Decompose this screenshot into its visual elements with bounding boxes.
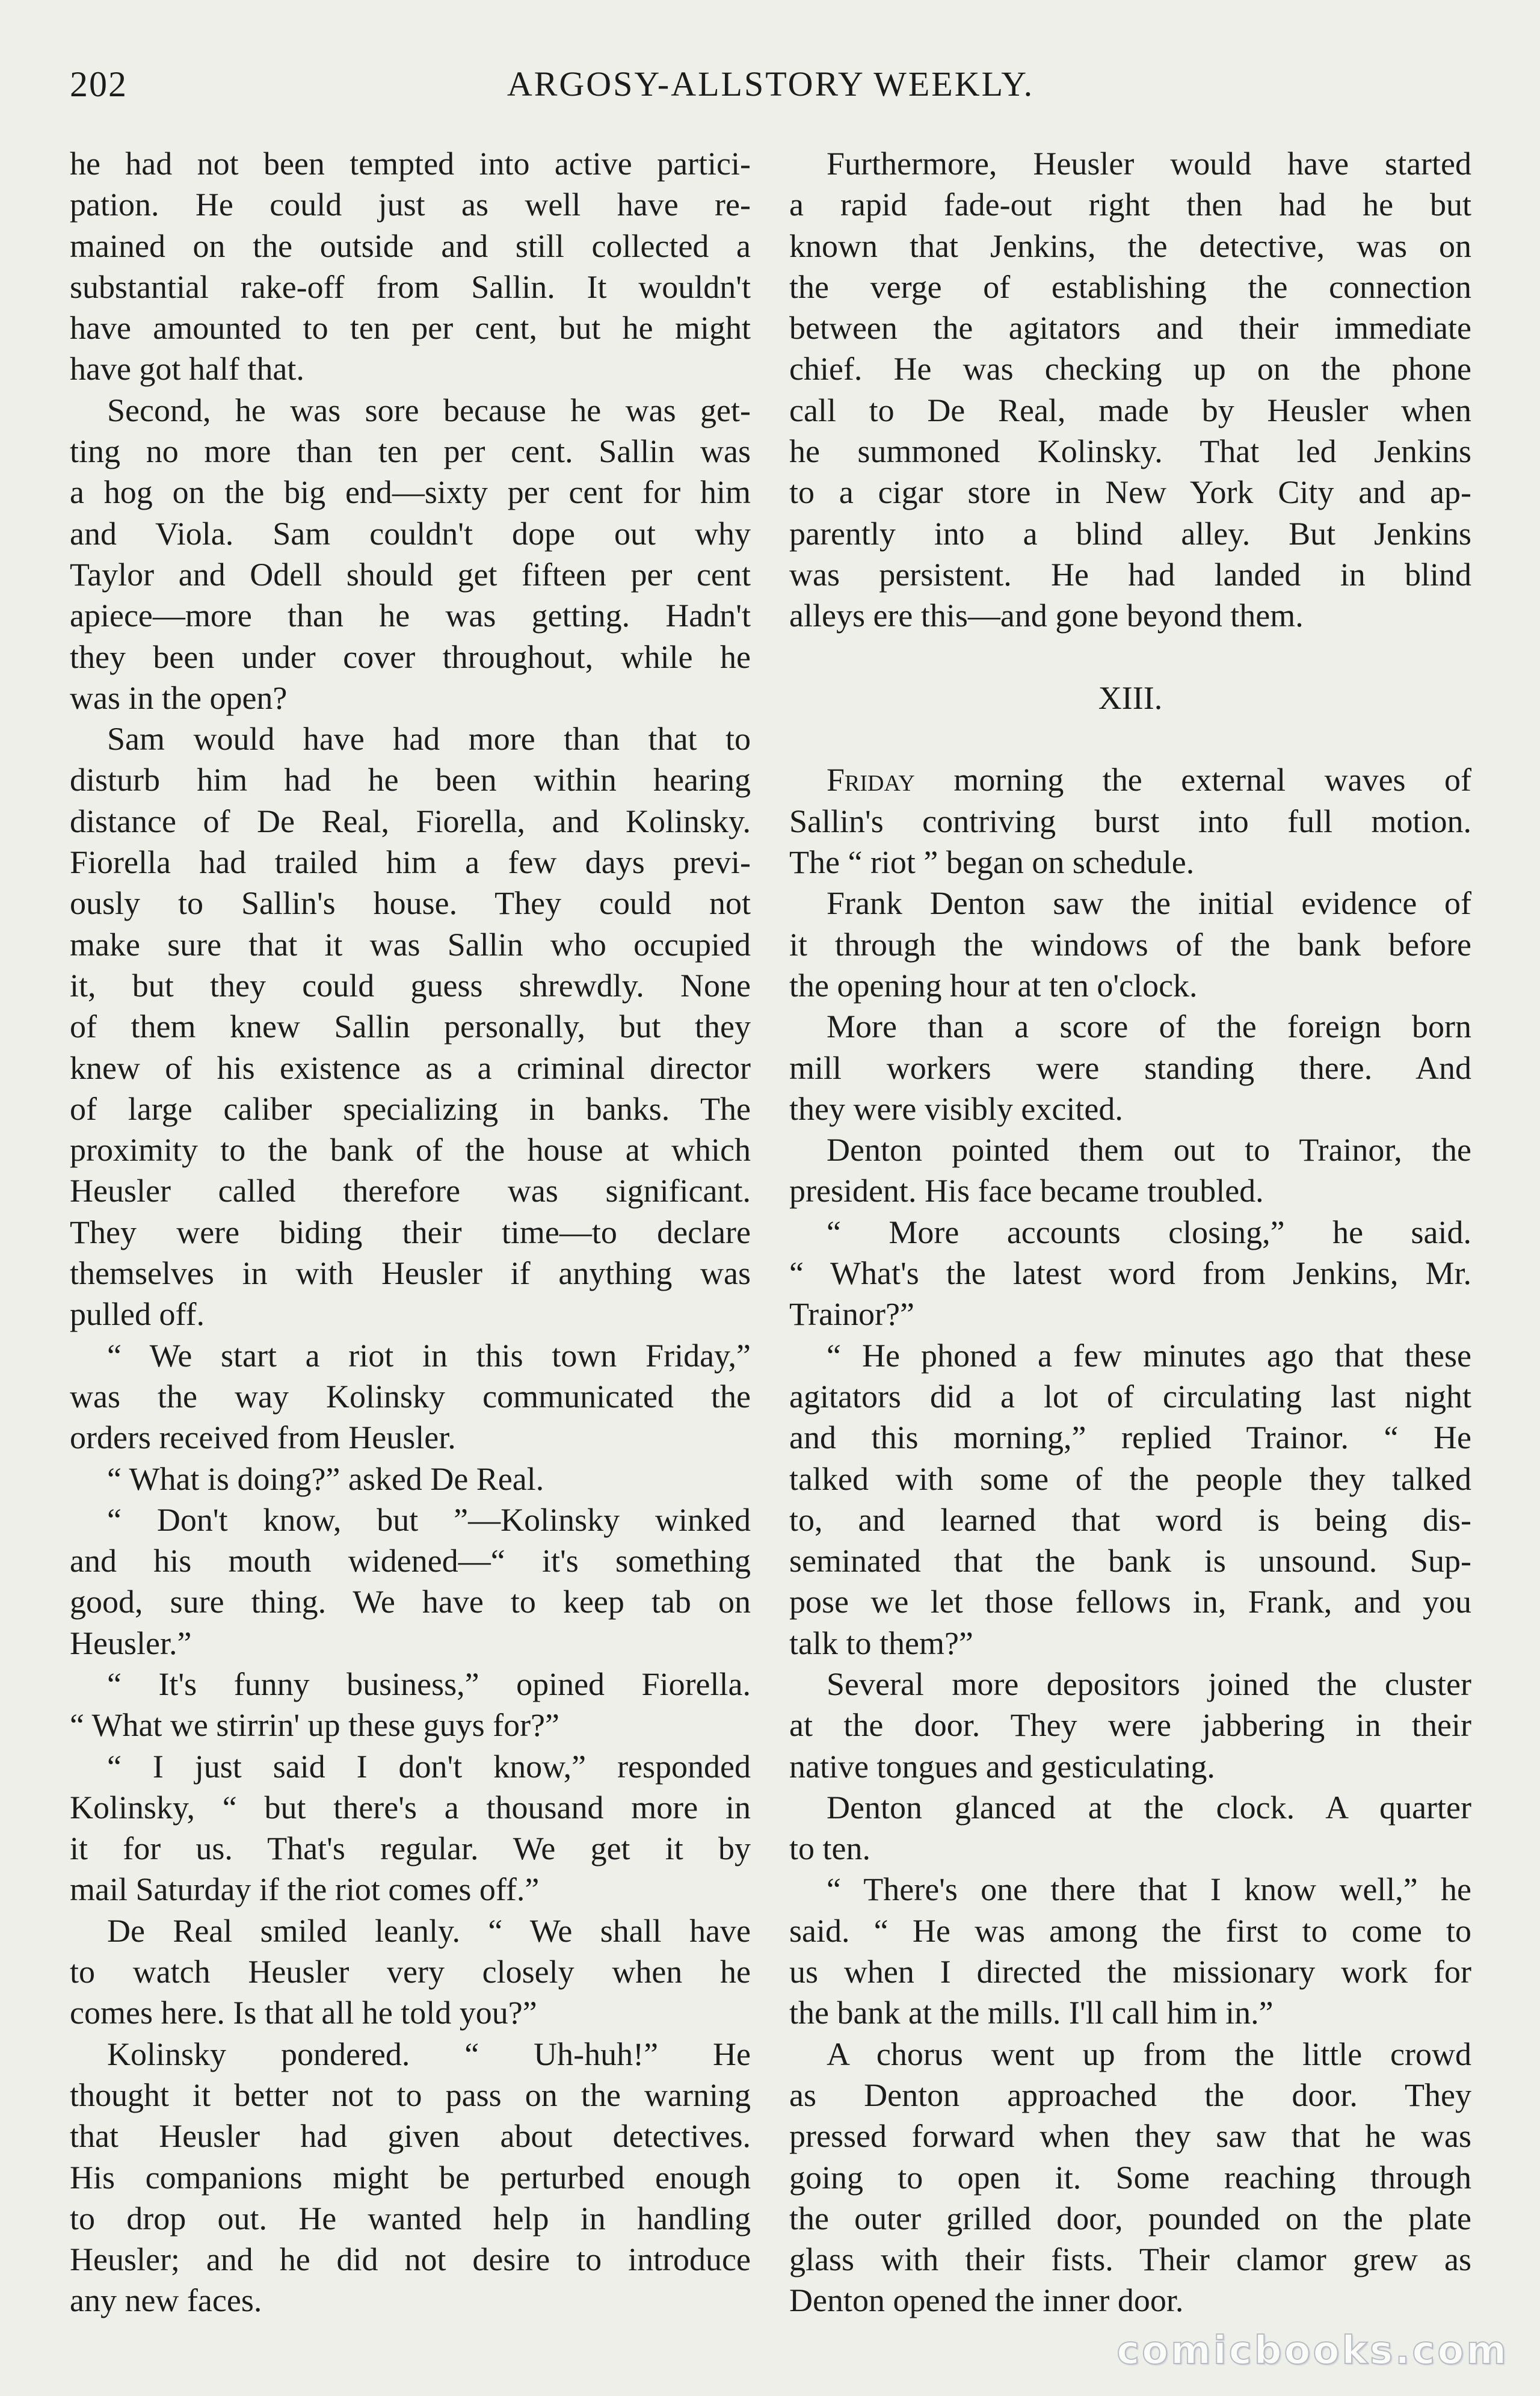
text-line: the opening hour at ten o'clock. [789,967,1198,1004]
text-line: us when I directed the missionary work for [789,1954,1471,1990]
text-line: comes here. Is that all he told you?” [70,1995,537,2031]
text-line: Heusler.” [70,1625,192,1661]
text-line: it, but they could guess shrewdly. None [70,967,751,1004]
chapter-opening-line [789,759,1471,800]
text-line: Fiorella had trailed him a few days previ- [70,844,751,881]
text-line: thought it better not to pass on the warning [70,2076,751,2113]
paragraph-start-line: Several more depositors joined the cluster [827,1666,1471,1702]
text-line: president. His face became troubled. [789,1173,1264,1209]
section-spacer [789,718,1471,759]
paragraph-start-line: De Real smiled leanly. “ We shall have [107,1912,751,1949]
text-line: have amounted to ten per cent, but he might [70,310,751,347]
text-line: of them knew Sallin personally, but they [70,1008,751,1045]
text-line: known that Jenkins, the detective, was on [789,227,1471,264]
text-line: pose we let those fellows in, Frank, and you [789,1584,1471,1620]
text-line: “ What we stirrin' up these guys for?” [70,1707,559,1744]
paragraph-start-line: “ What is doing?” asked De Real. [107,1460,544,1497]
text-line: and his mouth widened—“ it's something [70,1543,751,1579]
text-line: the bank at the mills. I'll call him in.” [789,1995,1274,2031]
left-column [70,143,751,2321]
text-line: to, and learned that word is being dis- [789,1501,1471,1538]
text-line: They were biding their time—to declare [70,1214,751,1250]
site-watermark: comicbooks.com [1116,2329,1509,2373]
text-line: Denton opened the inner door. [789,2282,1184,2319]
section-spacer [789,637,1471,678]
text-line: between the agitators and their immediate [789,310,1471,347]
paragraph-start-line: More than a score of the foreign born [827,1008,1471,1045]
chapter-opening-text: morning the external waves of [914,762,1471,798]
text-line: mail Saturday if the riot comes off.” [70,1871,540,1908]
text-line: substantial rake-off from Sallin. It wouldn't [70,268,751,305]
text-line: The “ riot ” began on schedule. [789,844,1195,881]
text-line: parently into a blind alley. But Jenkins [789,515,1471,552]
text-line: “ What's the latest word from Jenkins, Mr. [789,1255,1471,1292]
text-line: going to open it. Some reaching through [789,2159,1471,2196]
text-line: and this morning,” replied Trainor. “ He [789,1419,1471,1456]
text-line: Sallin's contriving burst into full motion. [789,803,1471,839]
paragraph-start-line: “ Don't know, but ”—Kolinsky winked [107,1501,751,1538]
text-line: they been under cover throughout, while he [70,638,751,675]
paragraph-start-line: Sam would have had more than that to [107,721,751,758]
text-line: apiece—more than he was getting. Hadn't [70,597,751,634]
text-line: mained on the outside and still collected a [70,227,751,264]
text-line: a rapid fade-out right then had he but [789,187,1471,223]
paragraph-start-line: Denton pointed them out to Trainor, the [827,1132,1471,1169]
page-number: 202 [70,64,128,104]
text-line: pressed forward when they saw that he was [789,2118,1471,2155]
text-line: was in the open? [70,679,288,716]
text-line: it through the windows of the bank before [789,926,1471,963]
right-column [789,143,1471,2321]
text-line: Kolinsky, “ but there's a thousand more in [70,1789,751,1826]
paragraph-start-line: Denton glanced at the clock. A quarter [827,1789,1471,1826]
running-title: ARGOSY-ALLSTORY WEEKLY. [507,64,1035,103]
paragraph-start-line: “ More accounts closing,” he said. [827,1214,1471,1250]
text-line: he summoned Kolinsky. That led Jenkins [789,433,1471,470]
text-line: have got half that. [70,351,304,387]
text-line: any new faces. [70,2282,262,2319]
text-line: His companions might be perturbed enough [70,2159,751,2196]
text-line: the verge of establishing the connection [789,268,1471,305]
text-line: native tongues and gesticulating. [789,1748,1215,1785]
text-line: good, sure thing. We have to keep tab on [70,1584,751,1620]
text-line: talked with some of the people they talked [789,1460,1471,1497]
text-line: Heusler called therefore was significant. [70,1173,751,1209]
paragraph-start-line: Second, he was sore because he was get- [107,392,751,428]
paragraph-start-line: Frank Denton saw the initial evidence of [827,885,1471,922]
text-line: distance of De Real, Fiorella, and Kolinsky. [70,803,751,839]
text-line: to a cigar store in New York City and ap- [789,474,1471,511]
paragraph-start-line: “ There's one there that I know well,” he [827,1871,1471,1908]
text-line: call to De Real, made by Heusler when [789,392,1471,428]
text-line: mill workers were standing there. And [789,1049,1471,1086]
text-line: seminated that the bank is unsound. Sup- [789,1543,1471,1579]
text-line: themselves in with Heusler if anything was [70,1255,751,1292]
text-line: agitators did a lot of circulating last night [789,1378,1471,1415]
text-line: ting no more than ten per cent. Sallin was [70,433,751,470]
paragraph-start-line: “ He phoned a few minutes ago that these [827,1337,1471,1374]
text-line: was the way Kolinsky communicated the [70,1378,751,1415]
text-line: proximity to the bank of the house at which [70,1132,751,1169]
text-line: alleys ere this—and gone beyond them. [789,597,1304,634]
text-line: at the door. They were jabbering in their [789,1707,1471,1744]
text-line: knew of his existence as a criminal director [70,1049,751,1086]
paragraph-start-line: A chorus went up from the little crowd [827,2036,1471,2072]
text-line: pulled off. [70,1296,205,1333]
text-line: the outer grilled door, pounded on the plate [789,2200,1471,2237]
paragraph-start-line: Kolinsky pondered. “ Uh-huh!” He [107,2036,751,2072]
text-line: and Viola. Sam couldn't dope out why [70,515,751,552]
page-header [70,57,1471,111]
text-line: glass with their fists. Their clamor grew as [789,2241,1471,2278]
text-line: ously to Sallin's house. They could not [70,885,751,922]
text-line: talk to them?” [789,1625,973,1661]
paragraph-start-line: “ It's funny business,” opined Fiorella. [107,1666,751,1702]
text-line: to drop out. He wanted help in handling [70,2200,751,2237]
paragraph-start-line: “ I just said I don't know,” responded [107,1748,751,1785]
text-line: chief. He was checking up on the phone [789,351,1471,387]
text-line: Taylor and Odell should get fifteen per cent [70,556,751,593]
text-line: to ten. [789,1830,870,1867]
text-line: they were visibly excited. [789,1090,1123,1127]
chapter-opening-word: Friday [827,762,915,798]
text-line: orders received from Heusler. [70,1419,456,1456]
text-line: as Denton approached the door. They [789,2076,1471,2113]
text-line: to watch Heusler very closely when he [70,1954,751,1990]
text-line: disturb him had he been within hearing [70,762,751,798]
text-line: of large caliber specializing in banks. The [70,1090,751,1127]
text-line: Heusler; and he did not desire to introduce [70,2241,751,2278]
text-line: was persistent. He had landed in blind [789,556,1471,593]
chapter-heading: XIII. [1098,679,1163,716]
text-line: make sure that it was Sallin who occupied [70,926,751,963]
text-line: pation. He could just as well have re- [70,187,751,223]
text-line: Trainor?” [789,1296,914,1333]
paragraph-start-line: Furthermore, Heusler would have started [827,146,1471,182]
text-line: said. “ He was among the first to come to [789,1912,1471,1949]
text-line: a hog on the big end—sixty per cent for him [70,474,751,511]
paragraph-start-line: “ We start a riot in this town Friday,” [107,1337,751,1374]
text-line: that Heusler had given about detectives. [70,2118,751,2155]
text-line: he had not been tempted into active partici- [70,146,751,182]
text-line: it for us. That's regular. We get it by [70,1830,751,1867]
